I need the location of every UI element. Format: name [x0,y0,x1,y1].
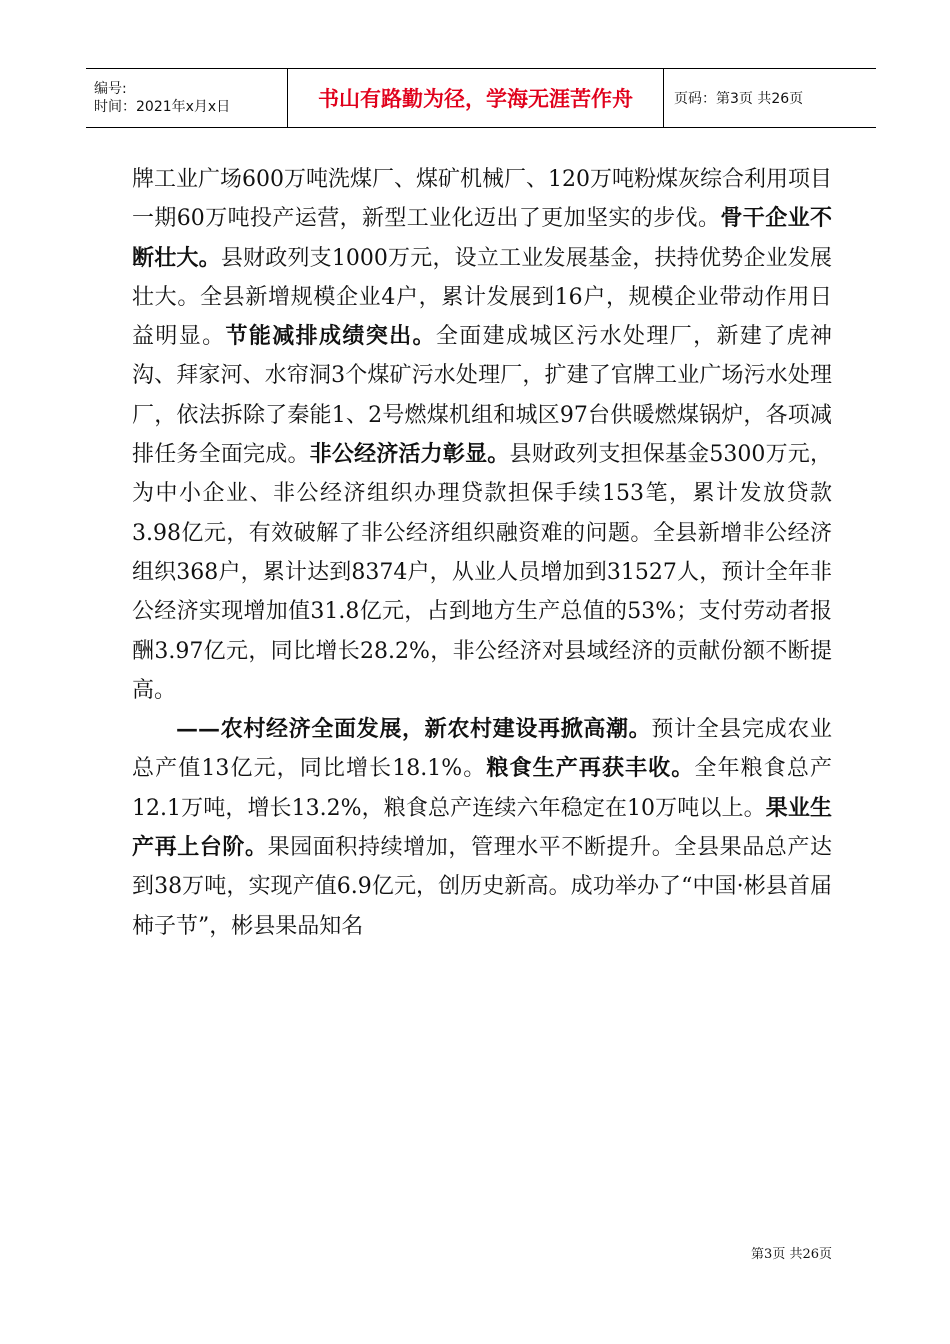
paragraph-agriculture [132,710,832,946]
motto-text: 书山有路勤为径，学海无涯苦作舟 [318,87,633,111]
section-heading: 非公经济活力彰显。 [309,441,510,468]
paragraph-text: 县财政列支担保基金5300万元，为中小企业、非公经济组织办理贷款担保手续153笔，累计发放贷款3.98亿元，有效破解了非公经济组织融资难的问题。全县新增非公经济组织368户，累计达到8374户，从业人员增加到31527人，预计全年非公经济实现增加值31.8亿元，占到地方生产总值的53%；支付劳动者报酬3.97亿元，同比增长28.2%，非公经济对县域经济的贡献份额不断提高。 [132,442,832,703]
footer-page-label: 第3页 共26页 [751,1247,832,1262]
paragraph-text: 县财政列支1000万元，设立工业发展基金，扶持优势企业发展壮大。全县新增规模企业4户，累计发展到16户，规模企业带动作用日益明显。 [132,245,832,350]
header-motto [288,69,664,127]
section-heading: 粮食生产再获丰收。 [486,755,695,782]
section-heading: ——农村经济全面发展，新农村建设再掀高潮。 [176,716,652,743]
paragraph-text: 全年粮食总产12.1万吨，增长13.2%，粮食总产连续六年稳定在10万吨以上。 [132,756,832,821]
page-footer [751,1243,832,1262]
section-heading: 节能减排成绩突出。 [225,323,436,350]
paragraph-industry [132,160,832,710]
document-number-label: 编号: [94,81,127,97]
header-meta [86,69,288,127]
page-header [86,68,876,128]
paragraph-text: 预计全县完成农业总产值13亿元，同比增长18.1%。 [132,717,832,782]
paragraph-text: 果园面积持续增加，管理水平不断提升。全县果品总产达到38万吨，实现产值6.9亿元，创历史新高。成功举办了“中国·彬县首届柿子节”，彬县果品知名 [132,835,832,939]
paragraph-text: 全面建成城区污水处理厂，新建了虎神沟、拜家河、水帘洞3个煤矿污水处理厂，扩建了官牌工业广场污水处理厂，依法拆除了秦能1、2号燃煤机组和城区97台供暖燃煤锅炉，各项减排任务全面完成。 [132,324,832,468]
paragraph-text: 牌工业广场600万吨洗煤厂、煤矿机械厂、120万吨粉煤灰综合利用项目一期60万吨投产运营，新型工业化迈出了更加坚实的步伐。 [132,167,832,232]
document-time-label: 时间：2021年x月x日 [94,99,231,115]
header-page-label: 页码：第3页 共26页 [674,91,804,107]
document-body [132,160,832,946]
section-heading: 果业生产再上台阶。 [132,794,832,861]
section-heading: 骨干企业不断壮大。 [132,205,832,271]
header-page-number [664,69,876,127]
